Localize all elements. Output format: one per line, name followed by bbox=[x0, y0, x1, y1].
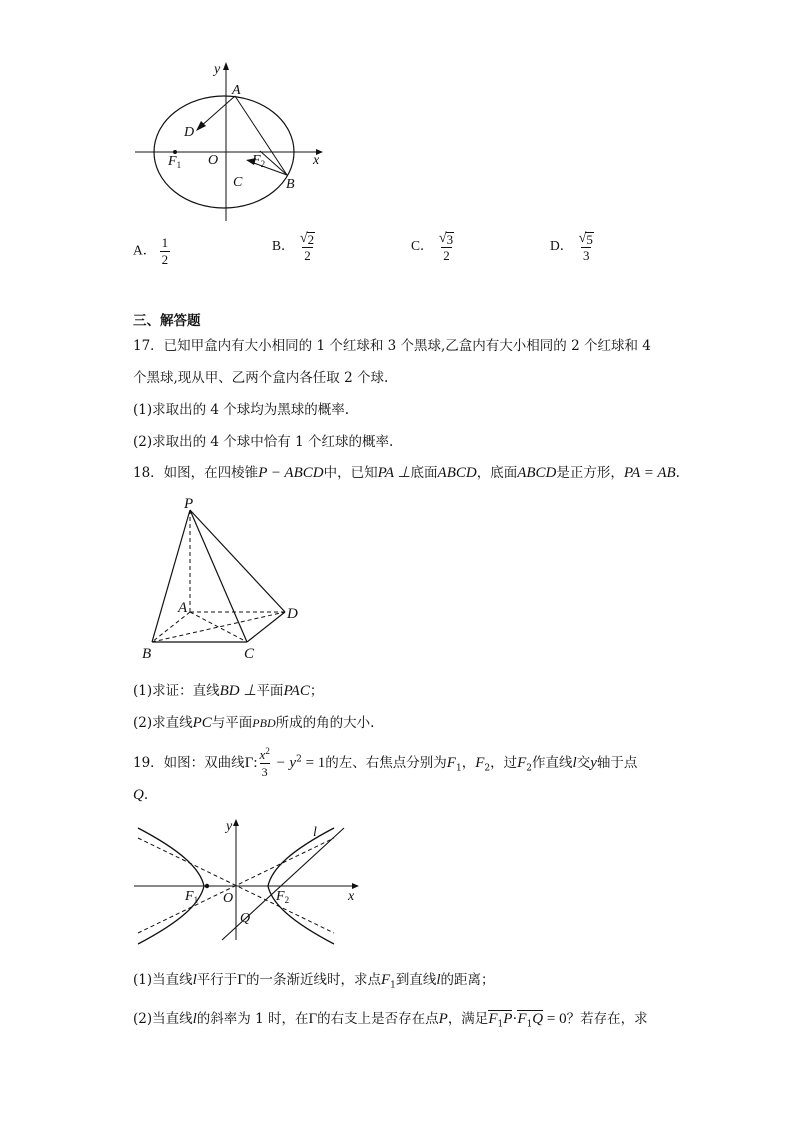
q19-sq: 2 bbox=[296, 754, 302, 765]
q19-part1: (1)当直线l平行于Γ的一条渐近线时，求点$F_1$到直线l的距离； bbox=[133, 972, 495, 991]
q19-part2: (2)当直线l的斜率为 1 时，在Γ的右支上是否存在点P，满足$F_1P\cdot F_1Q = 0$？若存在，求 bbox=[133, 1011, 648, 1030]
q17-line2: 个黑球,现从甲、乙两个盒内各任取 2 个球. bbox=[133, 370, 389, 386]
q19-rest: − y bbox=[271, 755, 297, 771]
q19-colon: : bbox=[253, 755, 258, 771]
label-f2: $F_2$ bbox=[252, 153, 266, 169]
q18-m4: ABCD bbox=[517, 465, 557, 481]
vector-ad bbox=[200, 96, 235, 127]
edge-pd bbox=[190, 510, 285, 612]
section-title: 三、解答题 bbox=[133, 313, 201, 329]
edge-cd bbox=[247, 612, 285, 642]
q18-m3: ABCD bbox=[437, 465, 477, 481]
label-f1: $F_1$ bbox=[168, 154, 182, 170]
option-d-fraction: √ 5 3 bbox=[578, 231, 593, 263]
hyp-label-l: l bbox=[313, 825, 317, 840]
option-d[interactable] bbox=[550, 231, 596, 263]
q18-t5: 是正方形， bbox=[556, 465, 624, 481]
label-c: C bbox=[233, 175, 243, 190]
segment-ab-left bbox=[235, 96, 260, 149]
label-d: D bbox=[184, 125, 195, 140]
hyp-y-axis-arrow bbox=[233, 819, 239, 826]
option-d-denominator: 3 bbox=[582, 248, 590, 263]
q18-p2-m1: PC bbox=[192, 715, 212, 731]
option-b-label: B． bbox=[272, 238, 295, 254]
option-a-denominator: 2 bbox=[161, 252, 169, 267]
hyp-focus-f1-dot bbox=[205, 884, 209, 888]
q18-m2: PA ⊥ bbox=[377, 465, 411, 481]
edge-ab bbox=[152, 612, 190, 642]
option-b-radicand: 2 bbox=[307, 232, 315, 247]
option-c-denominator: 2 bbox=[443, 248, 450, 263]
q18-t3: 底面 bbox=[410, 465, 438, 481]
option-d-radicand: 5 bbox=[586, 232, 593, 247]
option-d-label: D． bbox=[550, 238, 574, 254]
segment-ao-side bbox=[223, 96, 235, 176]
q18-p2-b: 与平面 bbox=[211, 715, 253, 731]
q18-p1-c: ； bbox=[309, 683, 324, 699]
label-a: A bbox=[232, 83, 241, 98]
q18-m5: PA = AB bbox=[623, 465, 676, 481]
q19-gamma: Γ bbox=[244, 755, 254, 771]
hyp-axis-y-label: y bbox=[226, 819, 233, 834]
option-c-label: C． bbox=[411, 238, 434, 254]
q19-stem-line2 bbox=[133, 786, 148, 804]
q19-t2: 的左、右焦点分别为 bbox=[325, 755, 447, 771]
q18-p2-c: 所成的角的大小. bbox=[275, 715, 375, 731]
option-a-label: A． bbox=[133, 242, 157, 258]
option-c-fraction: √ 3 2 bbox=[438, 231, 454, 263]
label-o: O bbox=[208, 153, 219, 168]
label-b: B bbox=[286, 177, 295, 192]
q18-part1 bbox=[133, 682, 323, 700]
q18-p1-b: 平面 bbox=[256, 683, 284, 699]
q19-t1: 19．如图：双曲线 bbox=[133, 755, 245, 771]
q18-t6: . bbox=[675, 465, 680, 481]
q18-p1-m1: BD ⊥ bbox=[219, 683, 257, 699]
pyr-label-c: C bbox=[244, 646, 255, 662]
q18-t2: 中，已知 bbox=[323, 465, 378, 481]
pyr-label-a: A bbox=[178, 600, 188, 616]
option-a[interactable] bbox=[133, 236, 170, 267]
q19-dot: . bbox=[143, 787, 149, 803]
q18-m1: P − ABCD bbox=[258, 465, 324, 481]
hyp-label-q: Q bbox=[240, 911, 251, 926]
q19-stem-line1: 19．如图：双曲线Γ: $\frac{x^2}{3}$ − $y^2 = 1$的左、右焦点分别为$F_1$，$F_2$，过$F_2$作直线l交y轴于点 bbox=[133, 746, 638, 779]
edge-pb bbox=[152, 510, 190, 642]
q18-p1-a: (1)求证：直线 bbox=[133, 683, 220, 699]
q18-stem bbox=[133, 464, 680, 482]
hyp-label-f1: $F_1$ bbox=[185, 889, 199, 905]
q18-p2-m2: PBD bbox=[252, 716, 276, 730]
axis-y-label: y bbox=[214, 62, 221, 77]
axis-x-label: x bbox=[313, 153, 320, 168]
ellipse-figure bbox=[130, 58, 330, 228]
option-c-radicand: 3 bbox=[446, 232, 454, 247]
pyramid-figure bbox=[138, 496, 318, 666]
q17-line1: 17．已知甲盒内有大小相同的 1 个红球和 3 个黑球,乙盒内有大小相同的 2 个红球和 4 bbox=[133, 338, 651, 354]
y-axis-arrow bbox=[223, 62, 229, 70]
pyr-label-b: B bbox=[142, 646, 152, 662]
q18-t1: 18．如图，在四棱锥 bbox=[133, 465, 259, 481]
option-b[interactable] bbox=[272, 231, 317, 263]
q18-p2-a: (2)求直线 bbox=[133, 715, 193, 731]
q19-eq: = 1 bbox=[301, 755, 326, 771]
q19-fraction: $\frac{x^2}{3}$ bbox=[259, 746, 270, 779]
hyp-label-f2: $F_2$ bbox=[276, 889, 290, 905]
q19-q: Q bbox=[133, 787, 144, 803]
q18-p1-m2: PAC bbox=[283, 683, 310, 699]
q18-part2 bbox=[133, 714, 374, 732]
diag-ac bbox=[190, 612, 247, 642]
hyperbola-figure bbox=[130, 816, 370, 948]
hyp-label-o: O bbox=[223, 891, 234, 906]
edge-pc bbox=[190, 510, 247, 642]
option-a-numerator: 1 bbox=[161, 235, 169, 250]
option-a-fraction bbox=[160, 236, 171, 267]
pyr-label-d: D bbox=[287, 606, 298, 622]
q17-part1: (1)求取出的 4 个球均为黑球的概率. bbox=[133, 402, 350, 418]
pyr-label-p: P bbox=[184, 496, 194, 512]
hyp-axis-x-label: x bbox=[348, 889, 355, 904]
option-c[interactable] bbox=[411, 231, 456, 263]
option-b-denominator: 2 bbox=[304, 248, 311, 263]
q18-t4: ，底面 bbox=[476, 465, 518, 481]
q17-part2: (2)求取出的 4 个球中恰有 1 个红球的概率. bbox=[133, 434, 394, 450]
option-b-fraction: √ 2 2 bbox=[299, 231, 315, 263]
